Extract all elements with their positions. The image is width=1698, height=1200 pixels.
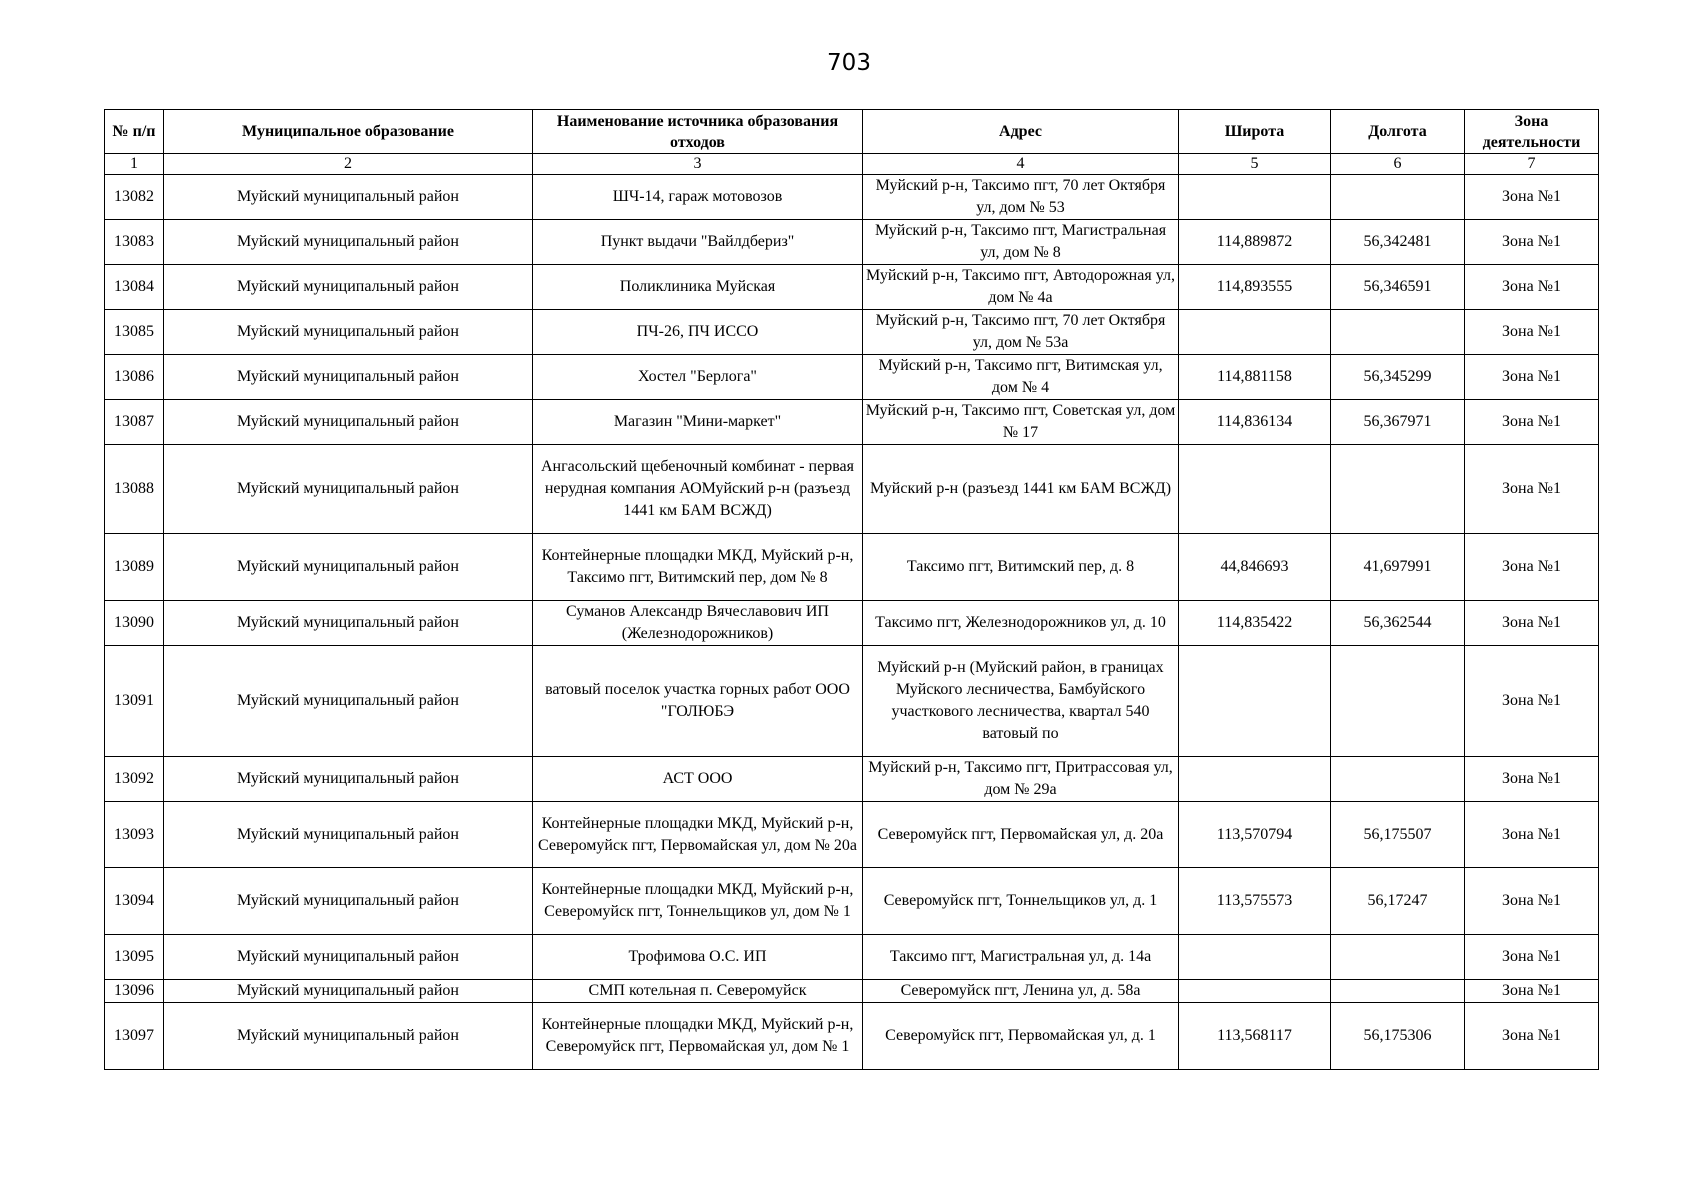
- row-number: 13097: [105, 1003, 164, 1070]
- source-name-cell: Поликлиника Муйская: [533, 265, 863, 310]
- source-name-cell: ШЧ-14, гараж мотовозов: [533, 175, 863, 220]
- municipality-cell: Муйский муниципальный район: [164, 1003, 533, 1070]
- address-cell: Таксимо пгт, Железнодорожников ул, д. 10: [863, 601, 1179, 646]
- table-row: [105, 601, 1599, 646]
- source-name-cell: СМП котельная п. Северомуйск: [533, 980, 863, 1003]
- address-cell: Таксимо пгт, Магистральная ул, д. 14а: [863, 935, 1179, 980]
- row-number: 13086: [105, 355, 164, 400]
- latitude-cell: 113,575573: [1179, 868, 1331, 935]
- table-row: [105, 935, 1599, 980]
- row-number: 13092: [105, 757, 164, 802]
- row-number: 13083: [105, 220, 164, 265]
- column-number-row: [105, 154, 1599, 175]
- row-number: 13082: [105, 175, 164, 220]
- source-name-cell: Контейнерные площадки МКД, Муйский р-н, Северомуйск пгт, Тоннельщиков ул, дом № 1: [533, 868, 863, 935]
- row-number: 13095: [105, 935, 164, 980]
- row-number: 13096: [105, 980, 164, 1003]
- zone-cell: Зона №1: [1465, 646, 1599, 757]
- column-number: 5: [1179, 154, 1331, 175]
- zone-cell: Зона №1: [1465, 935, 1599, 980]
- address-cell: Северомуйск пгт, Первомайская ул, д. 1: [863, 1003, 1179, 1070]
- source-name-cell: Контейнерные площадки МКД, Муйский р-н, Таксимо пгт, Витимский пер, дом № 8: [533, 534, 863, 601]
- zone-cell: Зона №1: [1465, 400, 1599, 445]
- address-cell: Муйский р-н (разъезд 1441 км БАМ ВСЖД): [863, 445, 1179, 534]
- waste-source-table: [104, 109, 1599, 1070]
- zone-cell: Зона №1: [1465, 757, 1599, 802]
- zone-cell: Зона №1: [1465, 601, 1599, 646]
- longitude-cell: 56,17247: [1331, 868, 1465, 935]
- longitude-cell: [1331, 175, 1465, 220]
- latitude-cell: 114,835422: [1179, 601, 1331, 646]
- row-number: 13087: [105, 400, 164, 445]
- municipality-cell: Муйский муниципальный район: [164, 757, 533, 802]
- zone-cell: Зона №1: [1465, 220, 1599, 265]
- table-row: [105, 175, 1599, 220]
- latitude-cell: [1179, 646, 1331, 757]
- address-cell: Муйский р-н, Таксимо пгт, Советская ул, дом № 17: [863, 400, 1179, 445]
- municipality-cell: Муйский муниципальный район: [164, 310, 533, 355]
- table-row: [105, 445, 1599, 534]
- row-number: 13085: [105, 310, 164, 355]
- municipality-cell: Муйский муниципальный район: [164, 265, 533, 310]
- row-number: 13093: [105, 802, 164, 868]
- table-row: [105, 646, 1599, 757]
- latitude-cell: [1179, 980, 1331, 1003]
- longitude-cell: [1331, 980, 1465, 1003]
- column-number: 2: [164, 154, 533, 175]
- table-row: [105, 400, 1599, 445]
- address-cell: Таксимо пгт, Витимский пер, д. 8: [863, 534, 1179, 601]
- table-row: [105, 265, 1599, 310]
- table-row: [105, 355, 1599, 400]
- source-name-cell: Пункт выдачи "Вайлдбериз": [533, 220, 863, 265]
- table-row: [105, 802, 1599, 868]
- header-longitude: Долгота: [1331, 110, 1465, 154]
- longitude-cell: 41,697991: [1331, 534, 1465, 601]
- longitude-cell: [1331, 310, 1465, 355]
- zone-cell: Зона №1: [1465, 445, 1599, 534]
- column-number: 4: [863, 154, 1179, 175]
- column-number: 6: [1331, 154, 1465, 175]
- table-row: [105, 868, 1599, 935]
- latitude-cell: 113,570794: [1179, 802, 1331, 868]
- longitude-cell: 56,175306: [1331, 1003, 1465, 1070]
- column-number: 7: [1465, 154, 1599, 175]
- zone-cell: Зона №1: [1465, 868, 1599, 935]
- latitude-cell: [1179, 935, 1331, 980]
- municipality-cell: Муйский муниципальный район: [164, 980, 533, 1003]
- zone-cell: Зона №1: [1465, 175, 1599, 220]
- latitude-cell: 114,881158: [1179, 355, 1331, 400]
- zone-cell: Зона №1: [1465, 265, 1599, 310]
- latitude-cell: 113,568117: [1179, 1003, 1331, 1070]
- table-row: [105, 534, 1599, 601]
- longitude-cell: [1331, 935, 1465, 980]
- zone-cell: Зона №1: [1465, 534, 1599, 601]
- address-cell: Муйский р-н, Таксимо пгт, 70 лет Октября ул, дом № 53: [863, 175, 1179, 220]
- row-number: 13084: [105, 265, 164, 310]
- municipality-cell: Муйский муниципальный район: [164, 646, 533, 757]
- header-address: Адрес: [863, 110, 1179, 154]
- table-row: [105, 757, 1599, 802]
- source-name-cell: Суманов Александр Вячеславович ИП (Железнодорожников): [533, 601, 863, 646]
- zone-cell: Зона №1: [1465, 980, 1599, 1003]
- municipality-cell: Муйский муниципальный район: [164, 534, 533, 601]
- address-cell: Муйский р-н, Таксимо пгт, Магистральная ул, дом № 8: [863, 220, 1179, 265]
- source-name-cell: Контейнерные площадки МКД, Муйский р-н, Северомуйск пгт, Первомайская ул, дом № 20а: [533, 802, 863, 868]
- latitude-cell: [1179, 757, 1331, 802]
- municipality-cell: Муйский муниципальный район: [164, 868, 533, 935]
- header-source: Наименование источника образования отходов: [533, 110, 863, 154]
- table-row: [105, 980, 1599, 1003]
- zone-cell: Зона №1: [1465, 310, 1599, 355]
- source-name-cell: ватовый поселок участка горных работ ООО "ГОЛЮБЭ: [533, 646, 863, 757]
- header-latitude: Широта: [1179, 110, 1331, 154]
- row-number: 13088: [105, 445, 164, 534]
- address-cell: Северомуйск пгт, Первомайская ул, д. 20а: [863, 802, 1179, 868]
- address-cell: Муйский р-н (Муйский район, в границах Муйского лесничества, Бамбуйского участкового лесничества, квартал 540 ватовый по: [863, 646, 1179, 757]
- column-number: 1: [105, 154, 164, 175]
- address-cell: Муйский р-н, Таксимо пгт, Витимская ул, дом № 4: [863, 355, 1179, 400]
- latitude-cell: [1179, 445, 1331, 534]
- source-name-cell: Трофимова О.С. ИП: [533, 935, 863, 980]
- municipality-cell: Муйский муниципальный район: [164, 935, 533, 980]
- row-number: 13094: [105, 868, 164, 935]
- longitude-cell: 56,367971: [1331, 400, 1465, 445]
- header-row: [105, 110, 1599, 154]
- source-name-cell: Магазин "Мини-маркет": [533, 400, 863, 445]
- zone-cell: Зона №1: [1465, 1003, 1599, 1070]
- longitude-cell: 56,362544: [1331, 601, 1465, 646]
- row-number: 13089: [105, 534, 164, 601]
- municipality-cell: Муйский муниципальный район: [164, 355, 533, 400]
- source-name-cell: Контейнерные площадки МКД, Муйский р-н, Северомуйск пгт, Первомайская ул, дом № 1: [533, 1003, 863, 1070]
- latitude-cell: 44,846693: [1179, 534, 1331, 601]
- latitude-cell: 114,889872: [1179, 220, 1331, 265]
- source-name-cell: АСТ ООО: [533, 757, 863, 802]
- source-name-cell: Хостел "Берлога": [533, 355, 863, 400]
- zone-cell: Зона №1: [1465, 355, 1599, 400]
- address-cell: Муйский р-н, Таксимо пгт, Притрассовая ул, дом № 29а: [863, 757, 1179, 802]
- table-row: [105, 310, 1599, 355]
- address-cell: Северомуйск пгт, Ленина ул, д. 58а: [863, 980, 1179, 1003]
- latitude-cell: 114,836134: [1179, 400, 1331, 445]
- row-number: 13091: [105, 646, 164, 757]
- municipality-cell: Муйский муниципальный район: [164, 802, 533, 868]
- municipality-cell: Муйский муниципальный район: [164, 400, 533, 445]
- table-row: [105, 1003, 1599, 1070]
- longitude-cell: 56,346591: [1331, 265, 1465, 310]
- column-number: 3: [533, 154, 863, 175]
- municipality-cell: Муйский муниципальный район: [164, 601, 533, 646]
- municipality-cell: Муйский муниципальный район: [164, 220, 533, 265]
- latitude-cell: 114,893555: [1179, 265, 1331, 310]
- address-cell: Муйский р-н, Таксимо пгт, 70 лет Октября ул, дом № 53а: [863, 310, 1179, 355]
- address-cell: Северомуйск пгт, Тоннельщиков ул, д. 1: [863, 868, 1179, 935]
- latitude-cell: [1179, 175, 1331, 220]
- longitude-cell: [1331, 757, 1465, 802]
- table-row: [105, 220, 1599, 265]
- header-number: № п/п: [105, 110, 164, 154]
- latitude-cell: [1179, 310, 1331, 355]
- longitude-cell: 56,345299: [1331, 355, 1465, 400]
- municipality-cell: Муйский муниципальный район: [164, 445, 533, 534]
- zone-cell: Зона №1: [1465, 802, 1599, 868]
- source-name-cell: Ангасольский щебеночный комбинат - первая нерудная компания АОМуйский р-н (разъезд 1441 км БАМ ВСЖД): [533, 445, 863, 534]
- row-number: 13090: [105, 601, 164, 646]
- longitude-cell: 56,342481: [1331, 220, 1465, 265]
- municipality-cell: Муйский муниципальный район: [164, 175, 533, 220]
- page-number: 703: [827, 50, 871, 76]
- source-name-cell: ПЧ-26, ПЧ ИССО: [533, 310, 863, 355]
- table-body: [105, 175, 1599, 1070]
- longitude-cell: [1331, 445, 1465, 534]
- header-zone: Зона деятельности: [1465, 110, 1599, 154]
- header-municipality: Муниципальное образование: [164, 110, 533, 154]
- longitude-cell: [1331, 646, 1465, 757]
- longitude-cell: 56,175507: [1331, 802, 1465, 868]
- address-cell: Муйский р-н, Таксимо пгт, Автодорожная ул, дом № 4а: [863, 265, 1179, 310]
